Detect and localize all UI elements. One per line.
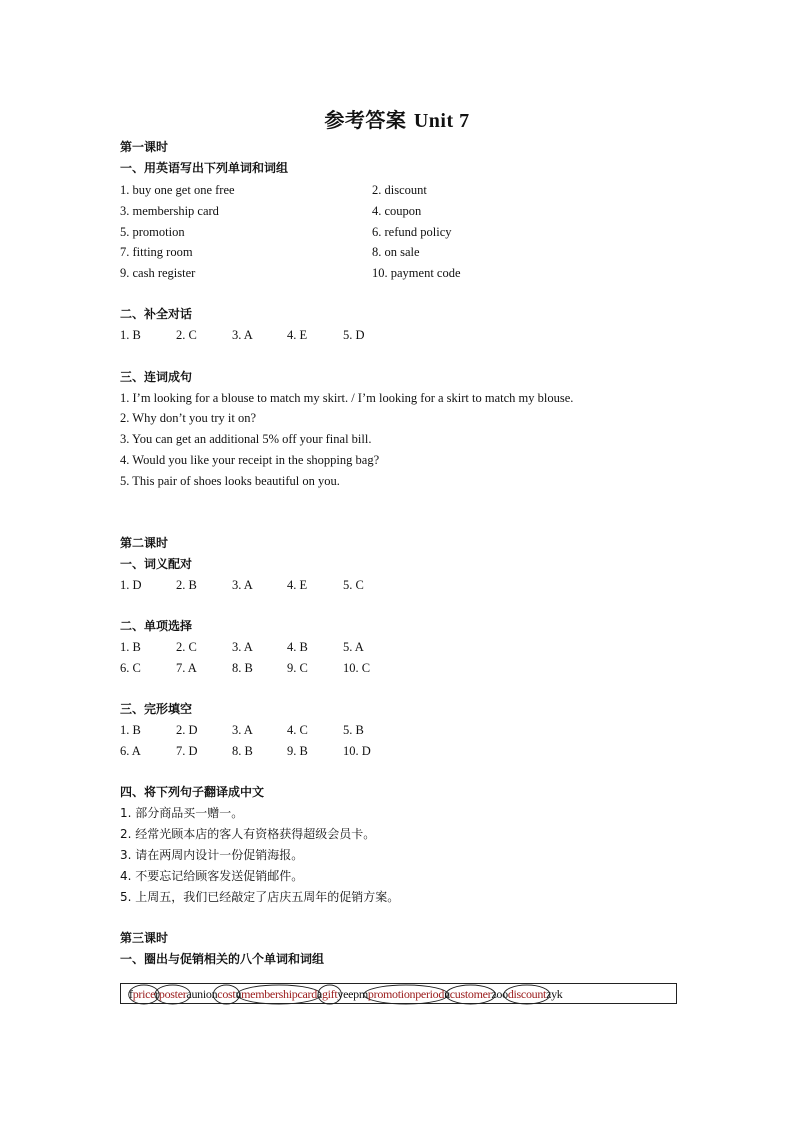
answer-item: 2. D (176, 723, 198, 737)
lesson2-label: 第二课时 (120, 536, 169, 550)
answer-row (120, 575, 420, 595)
filler-letters: yeepm (337, 987, 368, 1001)
circled-word: discount (507, 987, 547, 1001)
translation-item: 5. 上周五，我们已经敲定了店庆五周年的促销方案。 (120, 890, 400, 904)
answer-item: 7. A (176, 661, 197, 675)
answer-item: 8. B (232, 661, 253, 675)
circled-word: poster (158, 987, 187, 1001)
filler-letters: aunion (186, 987, 218, 1001)
answer-item: 10. C (343, 661, 371, 675)
answer-item: 9. B (287, 744, 308, 758)
answer-item: 10. D (343, 744, 371, 758)
filler-letters: u (444, 987, 450, 1001)
lesson2-sec1-heading: 一、词义配对 (120, 557, 193, 571)
circled-word: customer (449, 987, 492, 1001)
lesson1-sec1-heading: 一、用英语写出下列单词和词组 (120, 161, 289, 175)
lesson2-sec2-heading: 二、单项选择 (120, 619, 193, 633)
answer-row (120, 637, 420, 657)
vocab-item: 9. cash register (120, 266, 196, 280)
translation-item: 4. 不要忘记给顾客发送促销邮件。 (120, 869, 304, 883)
title-text: 参考答案 (324, 108, 407, 132)
vocab-item: 8. on sale (372, 245, 420, 259)
answer-item: 9. C (287, 661, 308, 675)
answer-item: 6. C (120, 661, 141, 675)
translation-item: 3. 请在两周内设计一份促销海报。 (120, 848, 304, 862)
answer-item: 1. B (120, 328, 141, 342)
lesson1-sec2-heading: 二、补全对话 (120, 307, 193, 321)
lesson2-sec4-heading: 四、将下列句子翻译成中文 (120, 785, 265, 799)
answer-item: 4. E (287, 328, 308, 342)
lesson1-label: 第一课时 (120, 140, 169, 154)
filler-letters: a (316, 987, 322, 1001)
answer-item: 4. E (287, 578, 308, 592)
answer-item: 7. D (176, 744, 198, 758)
answer-item: 4. B (287, 640, 308, 654)
answer-item: 1. B (120, 723, 141, 737)
translation-item: 1. 部分商品买一赠一。 (120, 806, 244, 820)
answer-item: 2. B (176, 578, 197, 592)
answer-item: 3. A (232, 640, 253, 654)
sentence-item: 1. I’m looking for a blouse to match my skirt. / I’m looking for a skirt to match my blouse. (120, 391, 574, 405)
filler-letters: r (155, 987, 159, 1001)
answer-item: 5. B (343, 723, 364, 737)
lesson1-sec3-heading: 三、连词成句 (120, 370, 193, 384)
filler-letters: u (235, 987, 242, 1001)
answer-row (120, 741, 420, 761)
sentence-item: 2. Why don’t you try it on? (120, 411, 256, 425)
circled-word: price (132, 987, 156, 1001)
vocab-item: 10. payment code (372, 266, 461, 280)
answer-item: 3. A (232, 723, 253, 737)
letter-string (129, 984, 563, 1004)
vocab-item: 1. buy one get one free (120, 183, 235, 197)
answer-item: 3. A (232, 328, 253, 342)
answer-item: 8. B (232, 744, 253, 758)
answer-row (120, 325, 420, 345)
vocab-row (120, 242, 420, 262)
filler-letters: f (129, 987, 133, 1001)
answer-item: 4. C (287, 723, 308, 737)
answer-item: 5. C (343, 578, 364, 592)
answer-item: 5. D (343, 328, 365, 342)
vocab-item: 3. membership card (120, 204, 219, 218)
answer-item: 1. D (120, 578, 142, 592)
vocab-item: 4. coupon (372, 204, 422, 218)
vocab-row (120, 201, 422, 221)
lesson2-sec3-heading: 三、完形填空 (120, 702, 193, 716)
translation-item: 2. 经常光顾本店的客人有资格获得超级会员卡。 (120, 827, 376, 841)
answer-row (120, 720, 420, 740)
circled-word: cost (217, 987, 236, 1001)
vocab-row (120, 222, 452, 242)
answer-item: 6. A (120, 744, 141, 758)
vocab-row (120, 180, 427, 200)
vocab-item: 5. promotion (120, 225, 185, 239)
answer-row (120, 658, 420, 678)
answer-item: 5. A (343, 640, 364, 654)
page-title (0, 104, 794, 133)
vocab-row (120, 263, 461, 283)
circled-word: promotionperiod (367, 987, 445, 1001)
answer-item: 3. A (232, 578, 253, 592)
vocab-item: 6. refund policy (372, 225, 452, 239)
circled-word: membershipcard (241, 987, 317, 1001)
lesson3-sec1-heading: 一、圈出与促销相关的八个单词和词组 (120, 952, 325, 966)
answer-item: 2. C (176, 328, 197, 342)
unit-label: Unit 7 (413, 110, 470, 132)
sentence-item: 4. Would you like your receipt in the shopping bag? (120, 453, 380, 467)
filler-letters: zyk (546, 987, 563, 1001)
vocab-item: 7. fitting room (120, 245, 193, 259)
vocab-item: 2. discount (372, 183, 427, 197)
sentence-item: 5. This pair of shoes looks beautiful on you. (120, 474, 340, 488)
circled-word: gift (321, 987, 338, 1001)
sentence-item: 3. You can get an additional 5% off your final bill. (120, 432, 372, 446)
answer-item: 1. B (120, 640, 141, 654)
word-search-box (120, 983, 677, 1004)
answer-item: 2. C (176, 640, 197, 654)
filler-letters: zoo (491, 987, 508, 1001)
lesson3-label: 第三课时 (120, 931, 169, 945)
